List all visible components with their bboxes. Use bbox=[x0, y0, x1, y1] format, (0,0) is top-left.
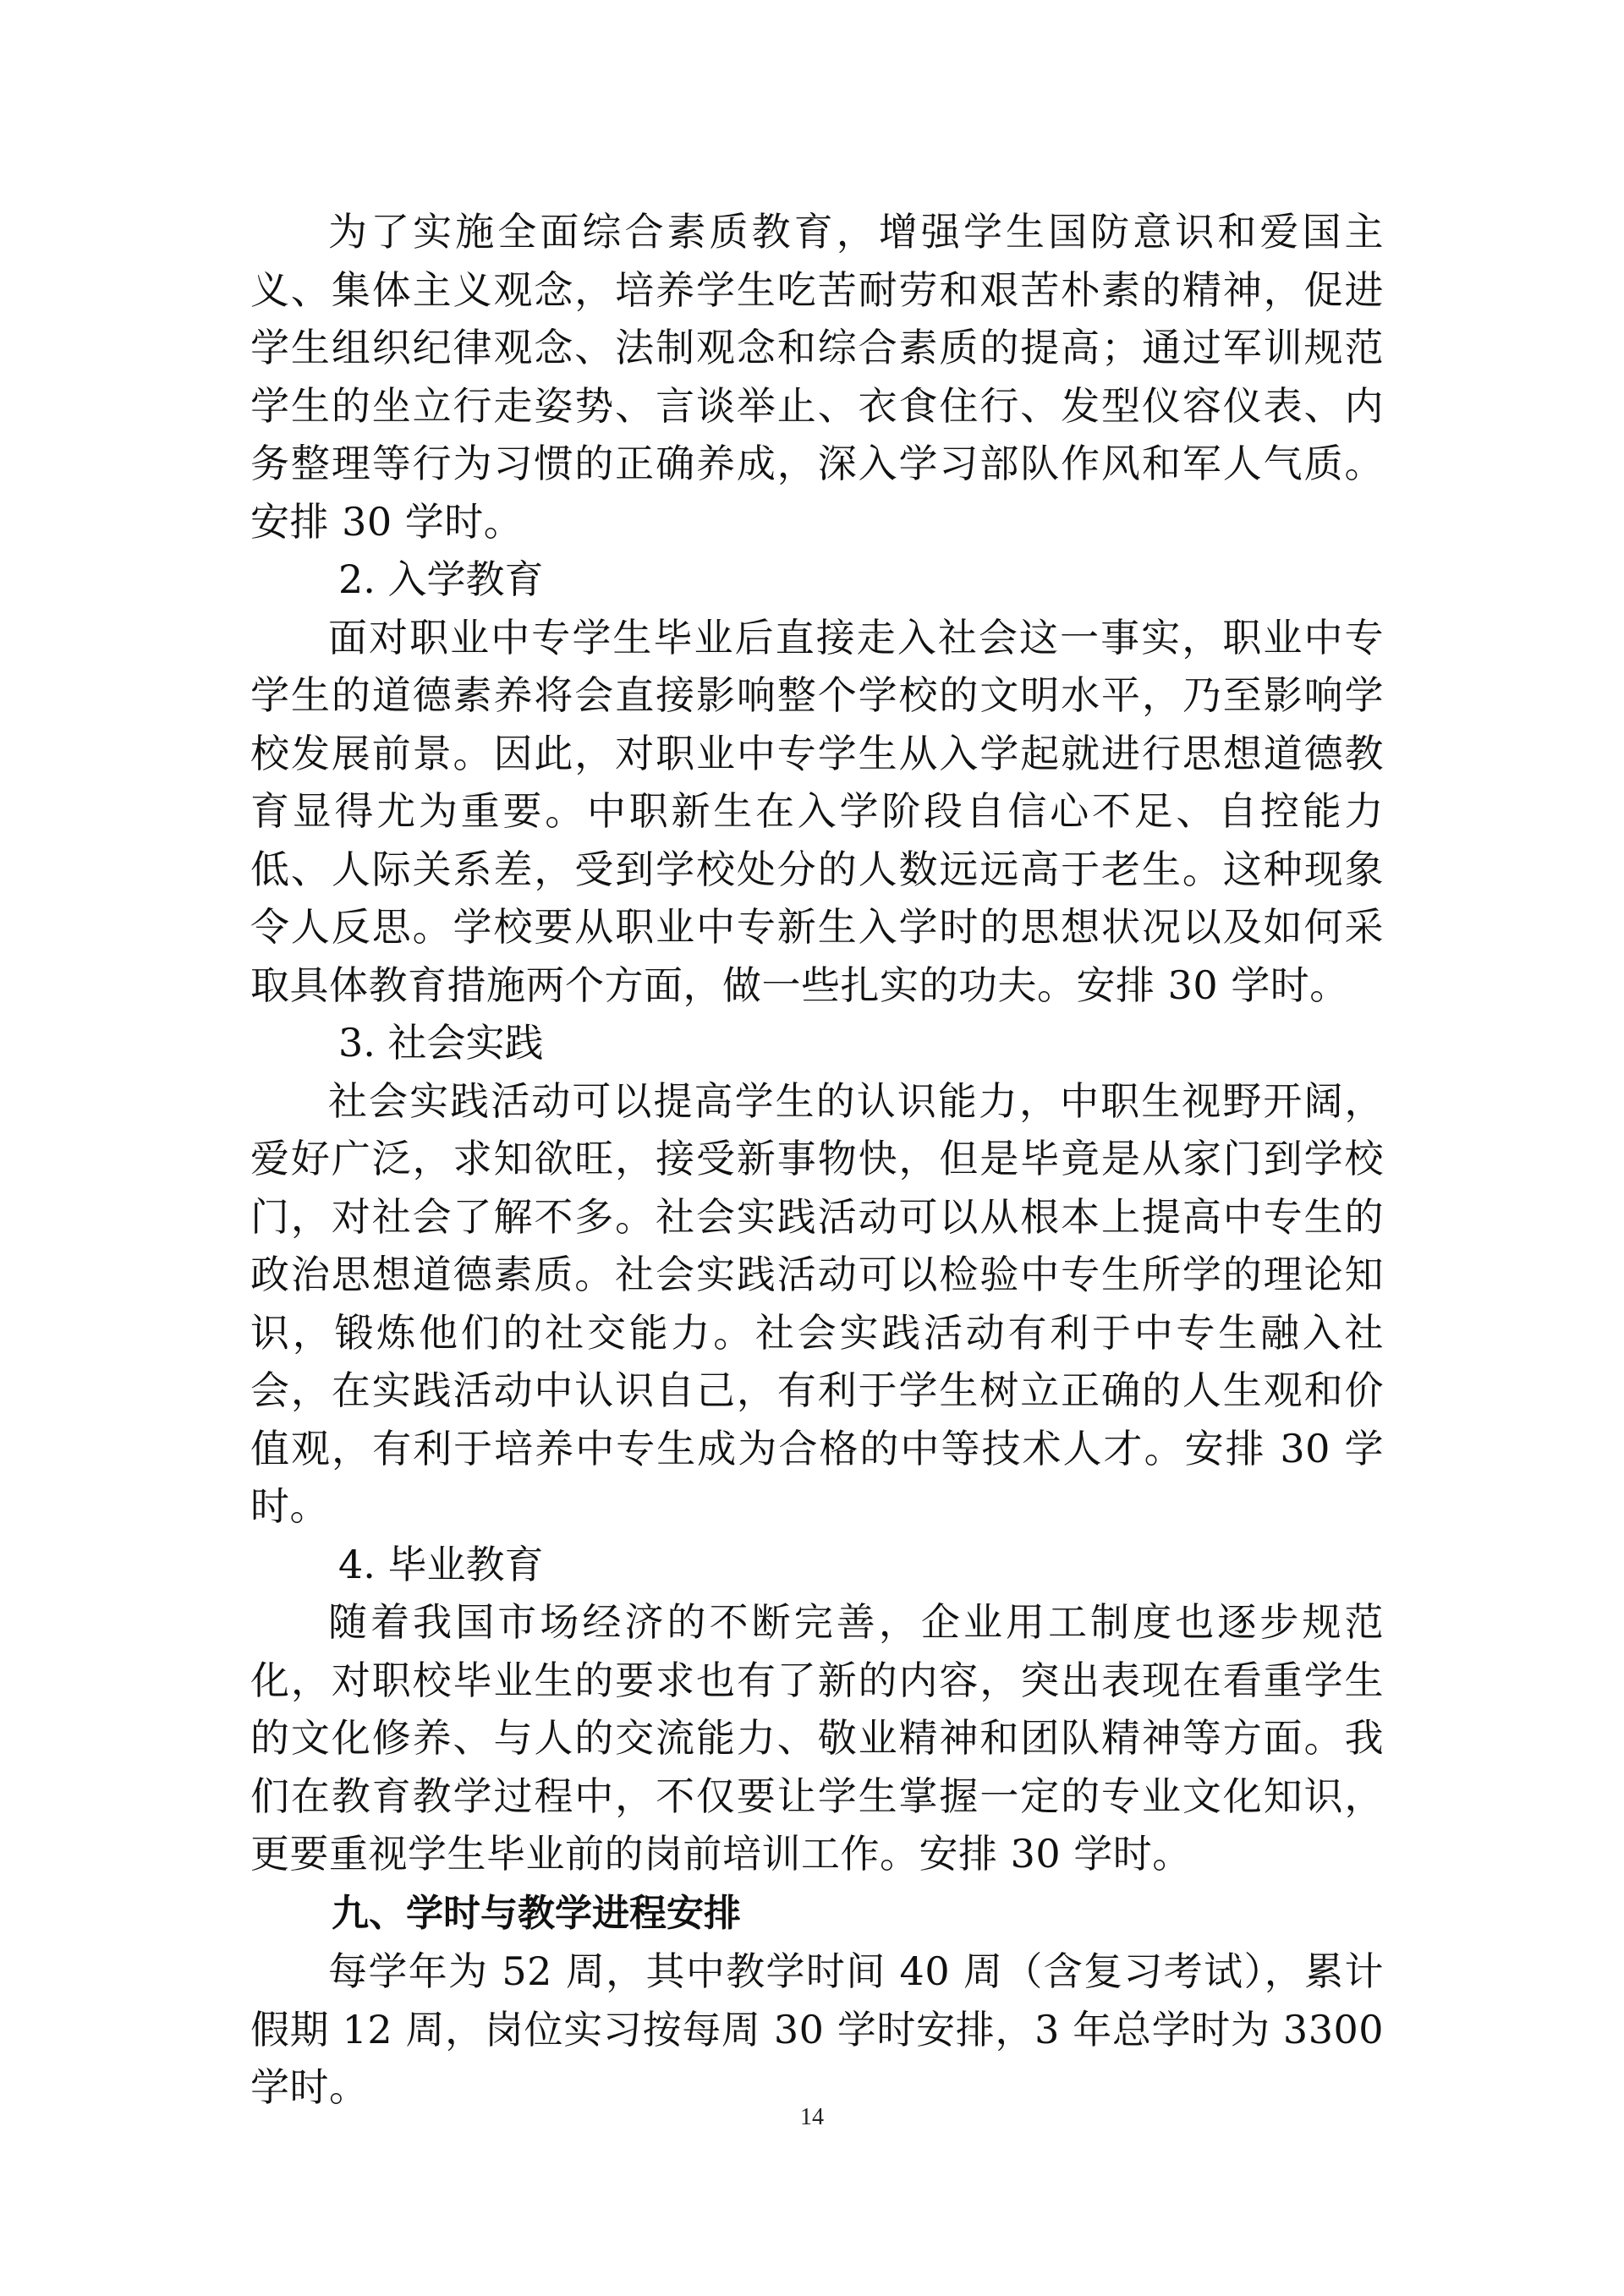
page-number: 14 bbox=[800, 2104, 824, 2130]
item-body-graduation-education: 随着我国市场经济的不断完善，企业用工制度也逐步规范化，对职校毕业生的要求也有了新的内容，突出表现在看重学生的文化修养、与人的交流能力、敬业精神和团队精神等方面。我们在教育教学过程中，不仅要让学生掌握一定的专业文化知识，更要重视学生毕业前的岗前培训工作。安排 30 学时。 bbox=[250, 1599, 1384, 1877]
item-heading-social-practice: 3. 社会实践 bbox=[338, 1020, 544, 1066]
item-body-social-practice: 社会实践活动可以提高学生的认识能力，中职生视野开阔，爱好广泛，求知欲旺，接受新事物快，但是毕竟是从家门到学校门，对社会了解不多。社会实践活动可以从根本上提高中专生的政治思想道德素质。社会实践活动可以检验中专生所学的理论知识，锻炼他们的社交能力。社会实践活动有利于中专生融入社会，在实践活动中认识自己，有利于学生树立正确的人生观和价值观，有利于培养中专生成为合格的中等技术人才。安排 30 学时。 bbox=[250, 1077, 1384, 1529]
intro-paragraph: 为了实施全面综合素质教育，增强学生国防意识和爱国主义、集体主义观念，培养学生吃苦耐劳和艰苦朴素的精神，促进学生组织纪律观念、法制观念和综合素质的提高；通过军训规范学生的坐立行走姿势、言谈举止、衣食住行、发型仪容仪表、内务整理等行为习惯的正确养成，深入学习部队作风和军人气质。安排 30 学时。 bbox=[250, 209, 1384, 545]
item-heading-graduation-education: 4. 毕业教育 bbox=[338, 1541, 544, 1587]
document-page bbox=[250, 203, 1384, 2117]
item-heading-enrollment-education: 2. 入学教育 bbox=[338, 556, 544, 602]
section-heading-schedule: 九、学时与教学进程安排 bbox=[332, 1891, 741, 1935]
section-body-schedule: 每学年为 52 周，其中教学时间 40 周（含复习考试），累计假期 12 周，岗位实习按每周 30 学时安排，3 年总学时为 3300 学时。 bbox=[250, 1948, 1384, 2110]
item-body-enrollment-education: 面对职业中专学生毕业后直接走入社会这一事实，职业中专学生的道德素养将会直接影响整个学校的文明水平，乃至影响学校发展前景。因此，对职业中专学生从入学起就进行思想道德教育显得尤为重要。中职新生在入学阶段自信心不足、自控能力低、人际关系差，受到学校处分的人数远远高于老生。这种现象令人反思。学校要从职业中专新生入学时的思想状况以及如何采取具体教育措施两个方面，做一些扎实的功夫。安排 30 学时。 bbox=[250, 614, 1384, 1008]
